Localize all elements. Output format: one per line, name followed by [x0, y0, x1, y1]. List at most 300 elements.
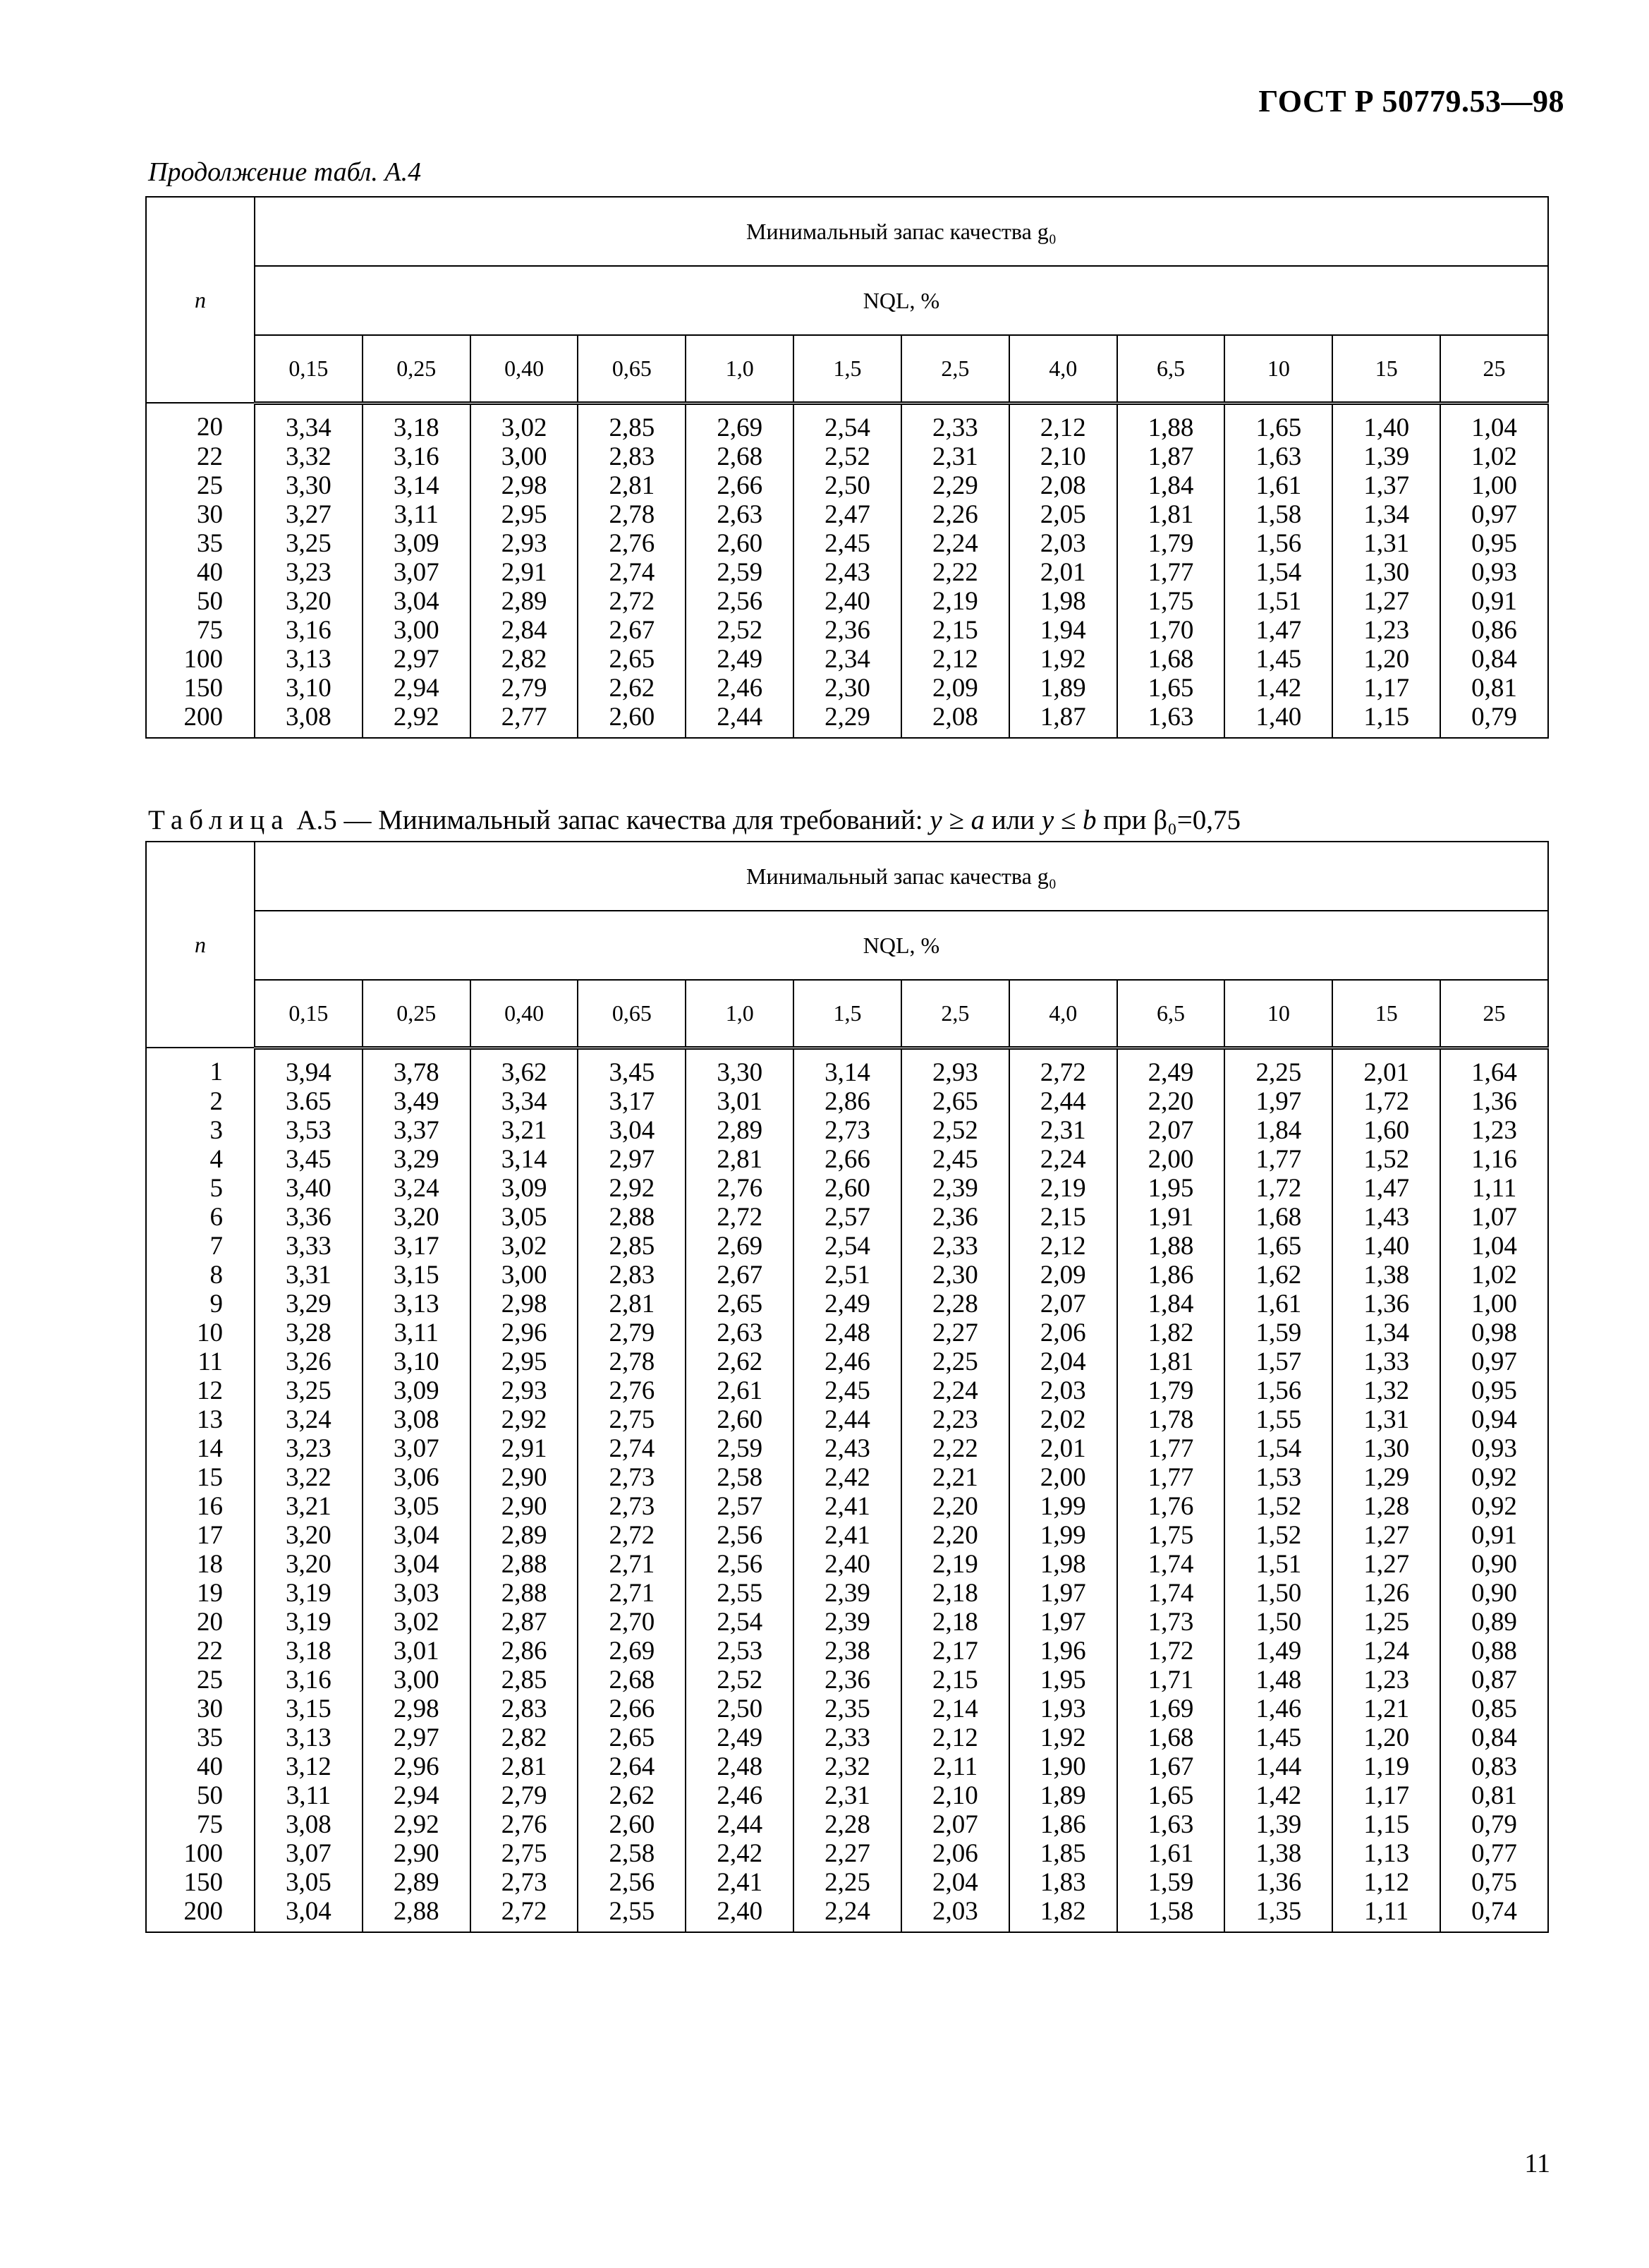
value-cell: 2,85: [578, 403, 686, 442]
value-cell: 1,84: [1117, 471, 1225, 500]
value-cell: 3,16: [363, 442, 470, 471]
value-cell: 1,36: [1224, 1868, 1332, 1897]
value-cell: 2,04: [901, 1868, 1009, 1897]
value-cell: 2,25: [901, 1347, 1009, 1376]
value-cell: 2,54: [793, 403, 901, 442]
value-cell: 2,86: [793, 1087, 901, 1116]
value-cell: 3,02: [470, 1232, 578, 1261]
value-cell: 1,60: [1332, 1116, 1440, 1145]
value-cell: 2,22: [901, 558, 1009, 587]
table-row: [146, 1752, 1548, 1781]
value-cell: 2,85: [578, 1232, 686, 1261]
value-cell: 1,17: [1332, 1781, 1440, 1810]
value-cell: 1,68: [1117, 645, 1225, 674]
value-cell: 2,46: [793, 1347, 901, 1376]
value-cell: 1,50: [1224, 1579, 1332, 1608]
value-cell: 1,00: [1440, 471, 1548, 500]
value-cell: 2,39: [901, 1174, 1009, 1203]
value-cell: 2,31: [901, 442, 1009, 471]
value-cell: 3,01: [686, 1087, 793, 1116]
value-cell: 1,32: [1332, 1376, 1440, 1405]
value-cell: 2,72: [686, 1203, 793, 1232]
value-cell: 2,01: [1009, 1434, 1117, 1463]
sample-size-cell: 25: [146, 1666, 255, 1694]
value-cell: 2,74: [578, 1434, 686, 1463]
value-cell: 1,02: [1440, 442, 1548, 471]
value-cell: 2,73: [793, 1116, 901, 1145]
value-cell: 0,86: [1440, 616, 1548, 645]
value-cell: 2,69: [578, 1637, 686, 1666]
value-cell: 0,84: [1440, 1723, 1548, 1752]
sample-size-cell: 17: [146, 1521, 255, 1550]
nql-level-header: 4,0: [1009, 335, 1117, 403]
value-cell: 3,11: [363, 500, 470, 529]
sample-size-cell: 7: [146, 1232, 255, 1261]
table-row: [146, 1521, 1548, 1550]
nql-level-header: 0,40: [470, 335, 578, 403]
sample-size-cell: 40: [146, 558, 255, 587]
value-cell: 1,65: [1224, 403, 1332, 442]
value-cell: 2,97: [363, 1723, 470, 1752]
value-cell: 3,09: [470, 1174, 578, 1203]
value-cell: 2,98: [363, 1694, 470, 1723]
value-cell: 1,81: [1117, 1347, 1225, 1376]
value-cell: 2,90: [363, 1839, 470, 1868]
group-header: Минимальный запас качества g₀: [255, 197, 1548, 266]
value-cell: 2,93: [470, 1376, 578, 1405]
sample-size-cell: 9: [146, 1290, 255, 1318]
value-cell: 0,92: [1440, 1492, 1548, 1521]
value-cell: 2,55: [578, 1897, 686, 1932]
value-cell: 0,81: [1440, 674, 1548, 703]
value-cell: 1,72: [1332, 1087, 1440, 1116]
nql-level-header: 0,65: [578, 335, 686, 403]
value-cell: 3,34: [255, 403, 363, 442]
value-cell: 2,10: [901, 1781, 1009, 1810]
value-cell: 1,59: [1224, 1318, 1332, 1347]
value-cell: 2,44: [1009, 1087, 1117, 1116]
value-cell: 2,12: [1009, 1232, 1117, 1261]
table-row: [146, 1290, 1548, 1318]
value-cell: 2,81: [470, 1752, 578, 1781]
value-cell: 3,49: [363, 1087, 470, 1116]
value-cell: 1,58: [1224, 500, 1332, 529]
value-cell: 1,64: [1440, 1048, 1548, 1087]
sample-size-cell: 10: [146, 1318, 255, 1347]
value-cell: 2,88: [470, 1550, 578, 1579]
value-cell: 1,53: [1224, 1463, 1332, 1492]
value-cell: 1,59: [1117, 1868, 1225, 1897]
value-cell: 2,58: [578, 1839, 686, 1868]
value-cell: 2,33: [901, 1232, 1009, 1261]
value-cell: 1,13: [1332, 1839, 1440, 1868]
value-cell: 2,52: [686, 1666, 793, 1694]
value-cell: 2,50: [686, 1694, 793, 1723]
value-cell: 1,07: [1440, 1203, 1548, 1232]
value-cell: 2,41: [686, 1868, 793, 1897]
value-cell: 1,87: [1117, 442, 1225, 471]
sample-size-cell: 15: [146, 1463, 255, 1492]
value-cell: 1,99: [1009, 1492, 1117, 1521]
value-cell: 3,29: [255, 1290, 363, 1318]
value-cell: 2,74: [578, 558, 686, 587]
sample-size-cell: 11: [146, 1347, 255, 1376]
value-cell: 3,19: [255, 1579, 363, 1608]
value-cell: 1,36: [1332, 1290, 1440, 1318]
sample-size-cell: 35: [146, 1723, 255, 1752]
value-cell: 1,63: [1117, 703, 1225, 738]
value-cell: 1,42: [1224, 1781, 1332, 1810]
value-cell: 1,86: [1009, 1810, 1117, 1839]
value-cell: 2,63: [686, 1318, 793, 1347]
sample-size-cell: 150: [146, 1868, 255, 1897]
value-cell: 2,44: [686, 1810, 793, 1839]
value-cell: 2,57: [793, 1203, 901, 1232]
value-cell: 3,25: [255, 1376, 363, 1405]
value-cell: 2,69: [686, 1232, 793, 1261]
value-cell: 0,95: [1440, 1376, 1548, 1405]
nql-level-header: 1,5: [793, 980, 901, 1048]
value-cell: 2,57: [686, 1492, 793, 1521]
value-cell: 2,76: [470, 1810, 578, 1839]
value-cell: 3,13: [363, 1290, 470, 1318]
value-cell: 3,02: [470, 403, 578, 442]
n-column-header: n: [146, 197, 255, 403]
table-row: [146, 442, 1548, 471]
value-cell: 1,36: [1440, 1087, 1548, 1116]
value-cell: 3,14: [793, 1048, 901, 1087]
value-cell: 2,40: [793, 1550, 901, 1579]
value-cell: 1,04: [1440, 1232, 1548, 1261]
value-cell: 2,90: [470, 1492, 578, 1521]
table-row: [146, 529, 1548, 558]
value-cell: 2,28: [901, 1290, 1009, 1318]
value-cell: 3.65: [255, 1087, 363, 1116]
value-cell: 1,48: [1224, 1666, 1332, 1694]
value-cell: 1,23: [1332, 616, 1440, 645]
value-cell: 2,79: [578, 1318, 686, 1347]
value-cell: 1,30: [1332, 558, 1440, 587]
nql-level-header: 0,25: [363, 980, 470, 1048]
value-cell: 1,89: [1009, 1781, 1117, 1810]
value-cell: 3,24: [255, 1405, 363, 1434]
value-cell: 2,01: [1332, 1048, 1440, 1087]
value-cell: 1,88: [1117, 1232, 1225, 1261]
value-cell: 0,74: [1440, 1897, 1548, 1932]
value-cell: 1,19: [1332, 1752, 1440, 1781]
nql-level-header: 6,5: [1117, 980, 1225, 1048]
value-cell: 1,93: [1009, 1694, 1117, 1723]
nql-level-header: 1,0: [686, 335, 793, 403]
value-cell: 2,81: [578, 1290, 686, 1318]
value-cell: 2,66: [578, 1694, 686, 1723]
value-cell: 2,29: [793, 703, 901, 738]
value-cell: 2,76: [578, 529, 686, 558]
table-row: [146, 1492, 1548, 1521]
value-cell: 2,72: [578, 1521, 686, 1550]
value-cell: 2,83: [578, 442, 686, 471]
value-cell: 2,59: [686, 558, 793, 587]
caption-condition-2: y ≤ b: [1041, 805, 1097, 835]
value-cell: 3,78: [363, 1048, 470, 1087]
value-cell: 3,08: [255, 1810, 363, 1839]
value-cell: 2,73: [578, 1492, 686, 1521]
value-cell: 2,88: [578, 1203, 686, 1232]
sample-size-cell: 18: [146, 1550, 255, 1579]
value-cell: 2,73: [470, 1868, 578, 1897]
value-cell: 2,61: [686, 1376, 793, 1405]
value-cell: 3,40: [255, 1174, 363, 1203]
value-cell: 3,23: [255, 1434, 363, 1463]
table-row: [146, 1203, 1548, 1232]
value-cell: 3,20: [363, 1203, 470, 1232]
value-cell: 2,92: [363, 1810, 470, 1839]
value-cell: 1,15: [1332, 703, 1440, 738]
value-cell: 2,96: [363, 1752, 470, 1781]
value-cell: 2,01: [1009, 558, 1117, 587]
value-cell: 1,24: [1332, 1637, 1440, 1666]
table-row: [146, 1666, 1548, 1694]
value-cell: 2,52: [686, 616, 793, 645]
value-cell: 1,34: [1332, 1318, 1440, 1347]
value-cell: 2,18: [901, 1579, 1009, 1608]
nql-header: NQL, %: [255, 266, 1548, 335]
value-cell: 2,20: [1117, 1087, 1225, 1116]
value-cell: 1,30: [1332, 1434, 1440, 1463]
value-cell: 2,98: [470, 1290, 578, 1318]
value-cell: 2,72: [578, 587, 686, 616]
table-row: [146, 1579, 1548, 1608]
value-cell: 1,78: [1117, 1405, 1225, 1434]
sample-size-cell: 100: [146, 1839, 255, 1868]
value-cell: 1,90: [1009, 1752, 1117, 1781]
value-cell: 1,81: [1117, 500, 1225, 529]
sample-size-cell: 16: [146, 1492, 255, 1521]
value-cell: 2,66: [686, 471, 793, 500]
value-cell: 3,45: [255, 1145, 363, 1174]
caption-text: А.5 — Минимальный запас качества для требований:: [289, 805, 930, 835]
table-row: [146, 1318, 1548, 1347]
value-cell: 1,40: [1224, 703, 1332, 738]
value-cell: 2,71: [578, 1579, 686, 1608]
value-cell: 2,89: [470, 587, 578, 616]
value-cell: 2,93: [470, 529, 578, 558]
value-cell: 1,74: [1117, 1579, 1225, 1608]
value-cell: 3,07: [363, 1434, 470, 1463]
value-cell: 1,56: [1224, 1376, 1332, 1405]
value-cell: 1,54: [1224, 1434, 1332, 1463]
value-cell: 2,36: [793, 616, 901, 645]
nql-levels-row: [146, 335, 1548, 403]
value-cell: 2,94: [363, 1781, 470, 1810]
value-cell: 3,37: [363, 1116, 470, 1145]
value-cell: 2,19: [1009, 1174, 1117, 1203]
value-cell: 2,76: [578, 1376, 686, 1405]
value-cell: 1,31: [1332, 1405, 1440, 1434]
value-cell: 2,87: [470, 1608, 578, 1637]
value-cell: 2,72: [1009, 1048, 1117, 1087]
value-cell: 2,97: [578, 1145, 686, 1174]
table-row: [146, 1145, 1548, 1174]
value-cell: 2,89: [686, 1116, 793, 1145]
value-cell: 3,31: [255, 1261, 363, 1290]
caption-lead: Таблица: [148, 805, 290, 835]
value-cell: 1,27: [1332, 587, 1440, 616]
value-cell: 3,16: [255, 1666, 363, 1694]
value-cell: 2,49: [686, 645, 793, 674]
value-cell: 2,03: [1009, 529, 1117, 558]
table-row: [146, 1463, 1548, 1492]
value-cell: 2,78: [578, 500, 686, 529]
value-cell: 1,55: [1224, 1405, 1332, 1434]
value-cell: 3,00: [470, 442, 578, 471]
value-cell: 1,44: [1224, 1752, 1332, 1781]
value-cell: 1,95: [1009, 1666, 1117, 1694]
value-cell: 3,18: [363, 403, 470, 442]
value-cell: 1,15: [1332, 1810, 1440, 1839]
page-number: 11: [1524, 2149, 1550, 2178]
table-row: [146, 1810, 1548, 1839]
value-cell: 2,42: [793, 1463, 901, 1492]
nql-header: NQL, %: [255, 911, 1548, 980]
value-cell: 2,76: [686, 1174, 793, 1203]
value-cell: 2,97: [363, 645, 470, 674]
sample-size-cell: 200: [146, 1897, 255, 1932]
value-cell: 2,92: [578, 1174, 686, 1203]
value-cell: 1,39: [1332, 442, 1440, 471]
value-cell: 1,37: [1332, 471, 1440, 500]
value-cell: 1,99: [1009, 1521, 1117, 1550]
value-cell: 2,04: [1009, 1347, 1117, 1376]
value-cell: 1,89: [1009, 674, 1117, 703]
value-cell: 2,36: [793, 1666, 901, 1694]
value-cell: 1,92: [1009, 1723, 1117, 1752]
value-cell: 1,51: [1224, 587, 1332, 616]
value-cell: 2,32: [793, 1752, 901, 1781]
value-cell: 1,20: [1332, 645, 1440, 674]
value-cell: 1,42: [1224, 674, 1332, 703]
sample-size-cell: 6: [146, 1203, 255, 1232]
value-cell: 2,63: [686, 500, 793, 529]
sample-size-cell: 5: [146, 1174, 255, 1203]
sample-size-cell: 100: [146, 645, 255, 674]
value-cell: 2,08: [901, 703, 1009, 738]
value-cell: 0,93: [1440, 558, 1548, 587]
nql-level-header: 1,5: [793, 335, 901, 403]
value-cell: 2,49: [686, 1723, 793, 1752]
value-cell: 1,74: [1117, 1550, 1225, 1579]
group-header: Минимальный запас качества g₀: [255, 842, 1548, 911]
value-cell: 2,43: [793, 558, 901, 587]
nql-levels-row: [146, 980, 1548, 1048]
value-cell: 1,02: [1440, 1261, 1548, 1290]
table-a5: [145, 841, 1549, 1933]
table-row: [146, 1232, 1548, 1261]
value-cell: 1,17: [1332, 674, 1440, 703]
value-cell: 3,20: [255, 587, 363, 616]
table-row: [146, 1723, 1548, 1752]
value-cell: 2,11: [901, 1752, 1009, 1781]
value-cell: 1,84: [1117, 1290, 1225, 1318]
value-cell: 3,10: [255, 674, 363, 703]
value-cell: 3,05: [363, 1492, 470, 1521]
value-cell: 3,15: [255, 1694, 363, 1723]
value-cell: 2,56: [686, 1550, 793, 1579]
value-cell: 1,63: [1117, 1810, 1225, 1839]
value-cell: 0,91: [1440, 1521, 1548, 1550]
value-cell: 2,02: [1009, 1405, 1117, 1434]
value-cell: 2,45: [793, 1376, 901, 1405]
value-cell: 1,97: [1009, 1579, 1117, 1608]
value-cell: 1,88: [1117, 403, 1225, 442]
table-row: [146, 471, 1548, 500]
value-cell: 2,86: [470, 1637, 578, 1666]
sample-size-cell: 22: [146, 1637, 255, 1666]
value-cell: 2,15: [901, 1666, 1009, 1694]
value-cell: 3,08: [255, 703, 363, 738]
value-cell: 3,33: [255, 1232, 363, 1261]
value-cell: 1,54: [1224, 558, 1332, 587]
value-cell: 3,06: [363, 1463, 470, 1492]
value-cell: 2,40: [793, 587, 901, 616]
value-cell: 1,33: [1332, 1347, 1440, 1376]
value-cell: 2,75: [470, 1839, 578, 1868]
sample-size-cell: 3: [146, 1116, 255, 1145]
value-cell: 3,10: [363, 1347, 470, 1376]
table-row: [146, 1694, 1548, 1723]
value-cell: 1,11: [1332, 1897, 1440, 1932]
sample-size-cell: 22: [146, 442, 255, 471]
sample-size-cell: 75: [146, 616, 255, 645]
table-row: [146, 674, 1548, 703]
value-cell: 2,35: [793, 1694, 901, 1723]
value-cell: 3,26: [255, 1347, 363, 1376]
table-row: [146, 1434, 1548, 1463]
value-cell: 1,82: [1117, 1318, 1225, 1347]
value-cell: 0,97: [1440, 500, 1548, 529]
nql-level-header: 0,15: [255, 980, 363, 1048]
value-cell: 3,11: [363, 1318, 470, 1347]
value-cell: 2,54: [686, 1608, 793, 1637]
value-cell: 2,03: [901, 1897, 1009, 1932]
value-cell: 2,05: [1009, 500, 1117, 529]
continuation-label: Продолжение табл. А.4: [148, 157, 422, 187]
value-cell: 1,86: [1117, 1261, 1225, 1290]
value-cell: 1,38: [1332, 1261, 1440, 1290]
table-row: [146, 1116, 1548, 1145]
value-cell: 1,77: [1117, 558, 1225, 587]
sample-size-cell: 75: [146, 1810, 255, 1839]
value-cell: 3,45: [578, 1048, 686, 1087]
value-cell: 2,71: [578, 1550, 686, 1579]
value-cell: 2,26: [901, 500, 1009, 529]
value-cell: 3,04: [363, 587, 470, 616]
value-cell: 2,15: [901, 616, 1009, 645]
value-cell: 3,16: [255, 616, 363, 645]
value-cell: 1,77: [1117, 1434, 1225, 1463]
nql-level-header: 0,15: [255, 335, 363, 403]
value-cell: 1,34: [1332, 500, 1440, 529]
value-cell: 2,17: [901, 1637, 1009, 1666]
value-cell: 1,61: [1117, 1839, 1225, 1868]
value-cell: 3,02: [363, 1608, 470, 1637]
value-cell: 2,12: [901, 645, 1009, 674]
value-cell: 3,17: [363, 1232, 470, 1261]
table-row: [146, 1781, 1548, 1810]
value-cell: 1,92: [1009, 645, 1117, 674]
value-cell: 2,24: [1009, 1145, 1117, 1174]
value-cell: 2,60: [793, 1174, 901, 1203]
